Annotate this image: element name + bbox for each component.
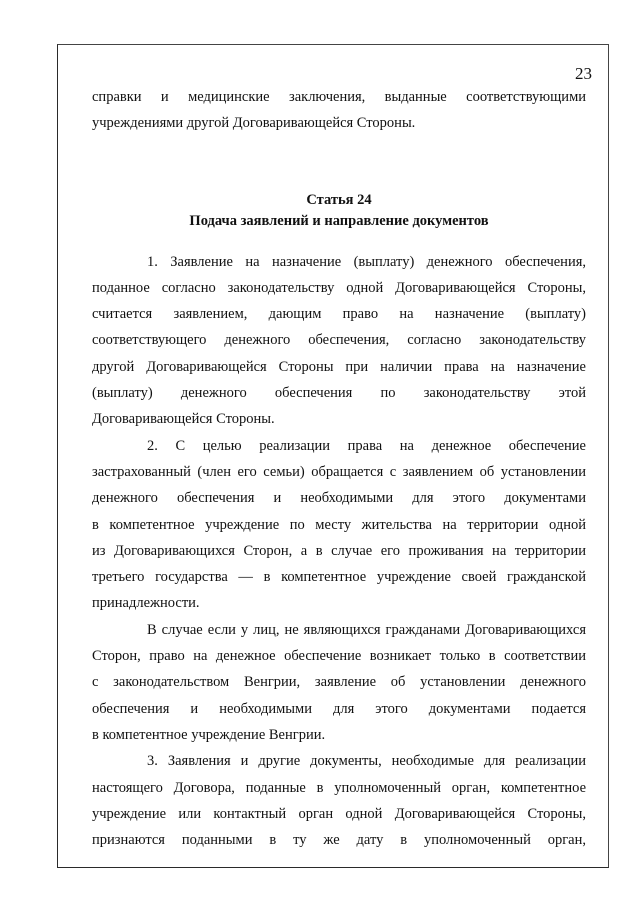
text-line: 2. С целью реализации права на денежное обеспечение	[147, 437, 586, 454]
text-line: 1. Заявление на назначение (выплату) денежного обеспечения,	[147, 253, 586, 270]
text-line: учреждение или контактный орган одной Договаривающейся Стороны,	[92, 805, 586, 822]
paragraph-1	[92, 249, 586, 433]
text-line: считается заявлением, дающим право на назначение (выплату)	[92, 306, 586, 323]
article-title: Подача заявлений и направление документов	[189, 212, 489, 229]
paragraph-2	[92, 433, 586, 617]
text-line: обеспечения и необходимыми для этого документами подается	[92, 700, 586, 717]
text-line: В случае если у лиц, не являющихся гражданами Договаривающихся	[147, 621, 586, 638]
text-line: поданное согласно законодательству одной Договаривающейся Стороны,	[92, 279, 586, 296]
text-line: (выплату) денежного обеспечения по законодательству этой	[92, 385, 586, 402]
text-line: 3. Заявления и другие документы, необходимые для реализации	[147, 753, 586, 770]
text-line: в компетентное учреждение по месту жительства на территории одной	[92, 516, 586, 533]
page-number: 23	[575, 64, 592, 83]
text-line: другой Договаривающейся Стороны при наличии права на назначение	[92, 358, 586, 375]
text-line: принадлежности.	[92, 595, 200, 612]
text-line: в компетентное учреждение Венгрии.	[92, 726, 326, 743]
text-line: денежного обеспечения и необходимыми для этого документами	[92, 490, 586, 507]
paragraph-4	[92, 748, 586, 853]
text-line: Договаривающейся Стороны.	[92, 411, 275, 428]
text-line: застрахованный (член его семьи) обращается с заявлением об установлении	[92, 463, 586, 480]
document-body	[92, 84, 586, 853]
text-line: третьего государства — в компетентное учреждение своей гражданской	[92, 569, 586, 586]
paragraph-3	[92, 617, 586, 748]
text-line: признаются поданными в ту же дату в уполномоченный орган,	[92, 832, 586, 849]
text-line: учреждениями другой Договаривающейся Стороны.	[92, 115, 416, 132]
intro-paragraph	[92, 84, 586, 137]
text-line: Сторон, право на денежное обеспечение возникает только в соответствии	[92, 648, 586, 665]
text-line: из Договаривающихся Сторон, а в случае его проживания на территории	[92, 542, 586, 559]
article-number: Статья 24	[306, 191, 372, 208]
text-line: настоящего Договора, поданные в уполномоченный орган, компетентное	[92, 779, 586, 796]
text-line: справки и медицинские заключения, выданные соответствующими	[92, 89, 586, 105]
text-line: с законодательством Венгрии, заявление об установлении денежного	[92, 674, 586, 691]
text-line: соответствующего денежного обеспечения, согласно законодательству	[92, 332, 586, 349]
